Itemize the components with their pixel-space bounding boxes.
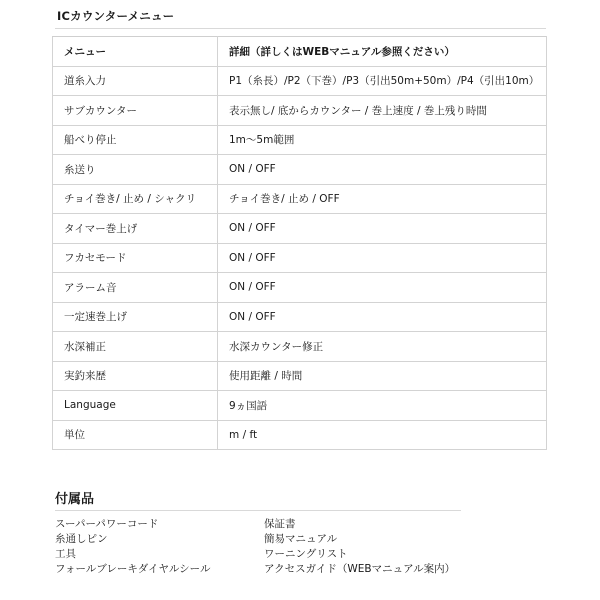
header-detail: 詳細（詳しくはWEBマニュアル参照ください） xyxy=(218,37,547,67)
detail-cell: ON / OFF xyxy=(218,243,547,273)
detail-cell: 9ヵ国語 xyxy=(218,391,547,421)
detail-cell: 使用距離 / 時間 xyxy=(218,361,547,391)
accessories-list-right xyxy=(264,517,455,577)
detail-cell: ON / OFF xyxy=(218,155,547,185)
menu-cell: フカセモード xyxy=(53,243,218,273)
detail-cell: m / ft xyxy=(218,420,547,450)
table-header-row xyxy=(53,37,547,67)
accessory-item: 保証書 xyxy=(264,518,296,530)
accessory-item: 工具 xyxy=(55,548,76,560)
table-row xyxy=(53,125,547,155)
table-row xyxy=(53,155,547,185)
menu-cell: サブカウンター xyxy=(53,96,218,126)
table-row xyxy=(53,361,547,391)
menu-section-title: ICカウンターメニュー xyxy=(57,9,175,23)
menu-cell: 船べり停止 xyxy=(53,125,218,155)
accessories-title: 付属品 xyxy=(55,492,95,507)
detail-cell: 水深カウンター修正 xyxy=(218,332,547,362)
menu-cell: 道糸入力 xyxy=(53,66,218,96)
detail-cell: ON / OFF xyxy=(218,273,547,303)
accessories-divider xyxy=(55,510,461,511)
menu-spec-table xyxy=(52,36,547,450)
table-row xyxy=(53,96,547,126)
table-row xyxy=(53,66,547,96)
table-row xyxy=(53,332,547,362)
detail-cell: 1m〜5m範囲 xyxy=(218,125,547,155)
menu-cell: アラーム音 xyxy=(53,273,218,303)
accessory-item: アクセスガイド（WEBマニュアル案内） xyxy=(264,563,456,575)
menu-cell: Language xyxy=(53,391,218,421)
menu-cell: 一定速巻上げ xyxy=(53,302,218,332)
table-row xyxy=(53,302,547,332)
detail-cell: 表示無し/ 底からカウンター / 巻上速度 / 巻上残り時間 xyxy=(218,96,547,126)
detail-cell: チョイ巻き/ 止め / OFF xyxy=(218,184,547,214)
menu-cell: 糸送り xyxy=(53,155,218,185)
table-row xyxy=(53,420,547,450)
detail-cell: ON / OFF xyxy=(218,302,547,332)
table-body xyxy=(53,66,547,450)
accessory-item: 糸通しピン xyxy=(55,533,108,545)
menu-cell: 水深補正 xyxy=(53,332,218,362)
table-row xyxy=(53,391,547,421)
table-row xyxy=(53,184,547,214)
detail-cell: ON / OFF xyxy=(218,214,547,244)
accessory-item: スーパーパワーコード xyxy=(55,518,159,530)
accessory-item: 簡易マニュアル xyxy=(264,533,338,545)
accessory-item: ワーニングリスト xyxy=(264,548,348,560)
table-row xyxy=(53,273,547,303)
menu-cell: タイマー巻上げ xyxy=(53,214,218,244)
accessories-list-left xyxy=(55,517,210,577)
menu-cell: 実釣来歴 xyxy=(53,361,218,391)
table-row xyxy=(53,243,547,273)
title-divider xyxy=(55,28,546,29)
accessory-item: フォールブレーキダイヤルシール xyxy=(55,563,211,575)
menu-cell: 単位 xyxy=(53,420,218,450)
detail-cell: P1（糸長）/P2（下巻）/P3（引出50m+50m）/P4（引出10m） xyxy=(218,66,547,96)
header-menu: メニュー xyxy=(53,37,218,67)
menu-cell: チョイ巻き/ 止め / シャクリ xyxy=(53,184,218,214)
table-row xyxy=(53,214,547,244)
